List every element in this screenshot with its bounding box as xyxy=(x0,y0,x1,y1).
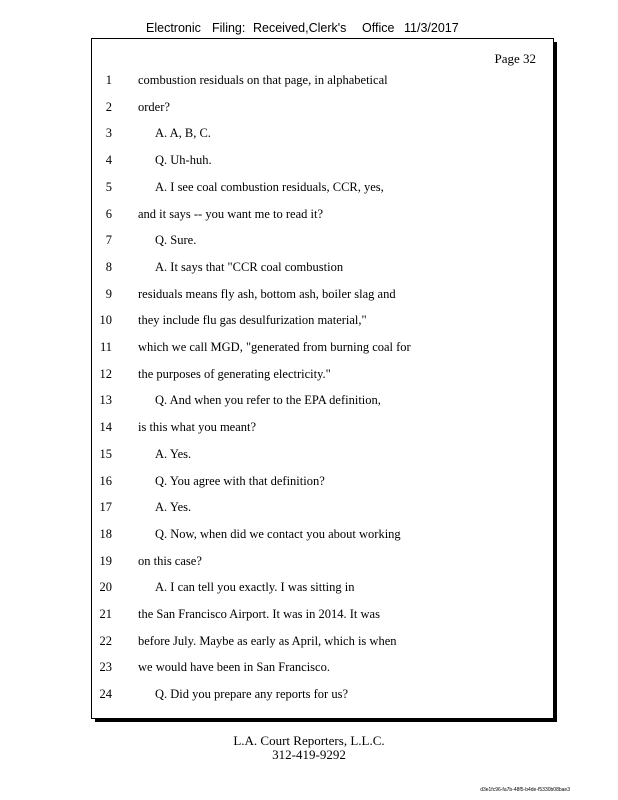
line-text: order? xyxy=(138,99,170,114)
footer-phone: 312-419-9292 xyxy=(272,747,346,762)
header-date: 11/3/2017 xyxy=(404,21,459,35)
page-number: Page 32 xyxy=(494,51,536,66)
line-text: the San Francisco Airport. It was in 2014. It was xyxy=(138,607,380,621)
transcript-line xyxy=(92,634,553,650)
transcript-line xyxy=(92,527,553,543)
transcript-line xyxy=(92,420,553,436)
transcript-line xyxy=(92,287,553,303)
transcript-line xyxy=(92,340,553,356)
line-text: A. Yes. xyxy=(155,446,192,461)
transcript-line xyxy=(92,153,553,169)
line-text: and it says -- you want me to read it? xyxy=(138,206,324,221)
transcript-line xyxy=(92,207,553,223)
line-text: Q. Did you prepare any reports for us? xyxy=(155,687,348,702)
transcript-line xyxy=(92,313,553,329)
line-number: 3 xyxy=(105,126,112,141)
header-filing: Filing: xyxy=(212,21,246,35)
footer-company: L.A. Court Reporters, L.L.C. xyxy=(233,733,385,748)
header-office: Office xyxy=(362,21,395,35)
page-shadow-bottom xyxy=(95,719,557,722)
line-number: 10 xyxy=(99,313,112,328)
transcript-line xyxy=(92,687,553,703)
transcript-line xyxy=(92,607,553,623)
transcript-line xyxy=(92,500,553,516)
header-electronic: Electronic xyxy=(146,21,201,35)
line-text: we would have been in San Francisco. xyxy=(138,660,330,675)
line-text: the purposes of generating electricity." xyxy=(138,366,331,381)
line-number: 9 xyxy=(105,286,112,301)
transcript-line xyxy=(92,233,553,249)
header-received: Received,Clerk's xyxy=(253,21,347,35)
line-number: 13 xyxy=(99,393,112,408)
line-text: is this what you meant? xyxy=(138,420,257,435)
line-number: 21 xyxy=(99,607,112,621)
transcript-line xyxy=(92,73,553,89)
line-number: 7 xyxy=(105,233,112,248)
line-text: A. I see coal combustion residuals, CCR, yes, xyxy=(155,179,384,194)
line-number: 12 xyxy=(99,366,112,381)
line-number: 8 xyxy=(105,259,112,274)
line-text: A. I can tell you exactly. I was sitting in xyxy=(155,580,355,595)
line-text: A. Yes. xyxy=(155,500,192,515)
line-number: 19 xyxy=(99,553,112,568)
transcript-line xyxy=(92,580,553,596)
line-text: before July. Maybe as early as April, which is when xyxy=(138,633,397,648)
line-text: they include flu gas desulfurization material," xyxy=(138,313,367,328)
line-text: Q. And when you refer to the EPA definition, xyxy=(155,393,381,408)
line-text: A. It says that "CCR coal combustion xyxy=(155,259,344,274)
line-text: A. A, B, C. xyxy=(155,126,211,141)
line-text: Q. Sure. xyxy=(155,233,197,248)
line-text: Q. You agree with that definition? xyxy=(155,473,325,488)
transcript-line xyxy=(92,180,553,196)
line-number: 24 xyxy=(99,687,112,702)
line-number: 2 xyxy=(105,99,112,114)
line-number: 16 xyxy=(99,473,112,488)
document-hash: d3e1fc96-fa7b-48f5-b4de-f5330b08bae3 xyxy=(480,787,570,793)
transcript-line xyxy=(92,367,553,383)
line-number: 14 xyxy=(99,420,112,435)
line-number: 15 xyxy=(99,446,112,461)
line-number: 18 xyxy=(99,526,112,541)
line-number: 11 xyxy=(99,340,112,354)
line-number: 20 xyxy=(99,580,112,595)
transcript-page xyxy=(91,38,554,719)
line-text: residuals means fly ash, bottom ash, boiler slag and xyxy=(138,286,396,301)
line-text: Q. Uh-huh. xyxy=(155,153,212,168)
line-text: combustion residuals on that page, in alphabetical xyxy=(138,73,388,87)
line-number: 6 xyxy=(105,206,112,221)
transcript-line xyxy=(92,100,553,116)
line-text: on this case? xyxy=(138,553,202,568)
line-text: which we call MGD, "generated from burning coal for xyxy=(138,340,411,354)
transcript-line xyxy=(92,447,553,463)
line-text: Q. Now, when did we contact you about working xyxy=(155,526,401,541)
line-number: 4 xyxy=(105,153,112,168)
line-number: 17 xyxy=(99,500,112,515)
transcript-line xyxy=(92,260,553,276)
page-shadow-right xyxy=(554,42,557,722)
transcript-line xyxy=(92,474,553,490)
transcript-line xyxy=(92,393,553,409)
line-number: 5 xyxy=(105,179,112,194)
line-number: 1 xyxy=(105,73,112,87)
line-number: 23 xyxy=(99,660,112,675)
transcript-line xyxy=(92,126,553,142)
transcript-line xyxy=(92,554,553,570)
transcript-line xyxy=(92,660,553,676)
line-number: 22 xyxy=(99,633,112,648)
